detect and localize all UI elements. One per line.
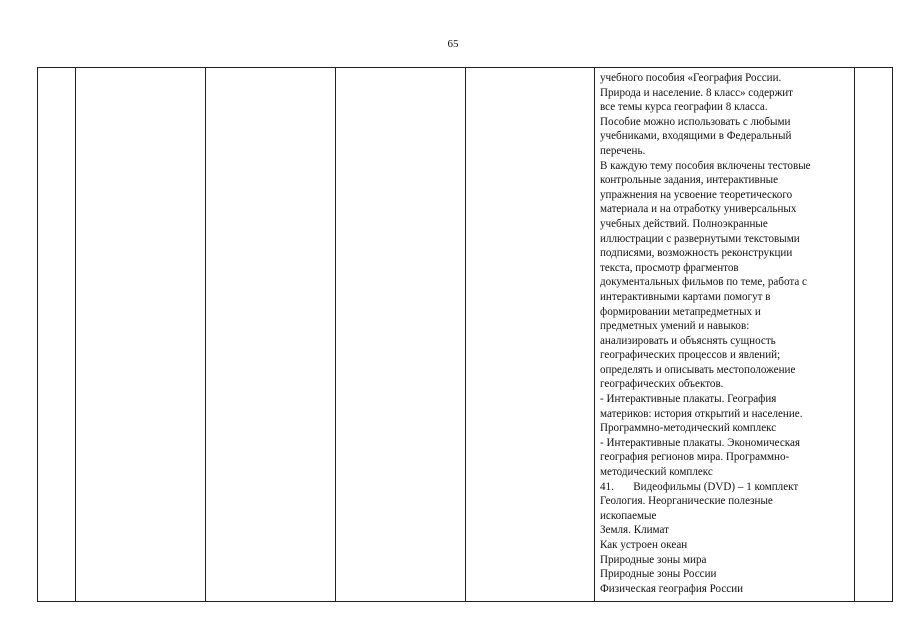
empty-cell-4 <box>336 68 466 602</box>
text-line: упражнения на усвоение теоретического <box>600 188 793 201</box>
text-line: Физическая география России <box>600 582 744 595</box>
text-line: 41. Видеофильмы (DVD) – 1 комплект <box>600 480 799 493</box>
text-line: учебниками, входящими в Федеральный <box>600 130 792 143</box>
text-line: В каждую тему пособия включены тестовые <box>600 159 811 172</box>
text-line: методический комплекс <box>600 466 713 479</box>
description-text <box>600 71 851 596</box>
text-line: все темы курса географии 8 класса. <box>600 101 768 114</box>
empty-cell-1 <box>38 68 76 602</box>
text-line: Программно-методический комплекс <box>600 422 777 435</box>
text-line: Природа и население. 8 класс» содержит <box>600 86 794 99</box>
description-cell <box>595 68 855 602</box>
text-line: Природные зоны России <box>600 568 717 581</box>
text-line: материала и на отработку универсальных <box>600 203 797 216</box>
empty-cell-3 <box>206 68 336 602</box>
text-line: перечень. <box>600 144 646 157</box>
text-line: ископаемые <box>600 509 657 522</box>
text-line: географических процессов и явлений; <box>600 349 781 362</box>
empty-cell-5 <box>466 68 595 602</box>
text-line: интерактивными картами помогут в <box>600 290 771 303</box>
text-line: текста, просмотр фрагментов <box>600 261 739 274</box>
text-line: материков: история открытий и население. <box>600 407 803 420</box>
text-line: Земля. Климат <box>600 524 669 537</box>
text-line: иллюстрации с развернутыми текстовыми <box>600 232 800 245</box>
text-line: учебного пособия «География России. <box>600 72 782 84</box>
text-line: формировании метапредметных и <box>600 305 761 318</box>
table-row <box>38 68 893 602</box>
text-line: Геология. Неорганические полезные <box>600 495 773 508</box>
text-line: определять и описывать местоположение <box>600 363 796 376</box>
text-line: предметных умений и навыков: <box>600 320 750 333</box>
text-line: Как устроен океан <box>600 539 688 551</box>
text-line: Пособие можно использовать с любыми <box>600 115 791 128</box>
text-line: Природные зоны мира <box>600 553 707 566</box>
text-line: географических объектов. <box>600 378 724 391</box>
text-line: документальных фильмов по теме, работа с <box>600 276 807 289</box>
text-line: анализировать и объяснять сущность <box>600 334 776 347</box>
text-line: - Интерактивные плакаты. География <box>600 393 777 406</box>
text-line: контрольные задания, интерактивные <box>600 174 779 187</box>
text-line: подписями, возможность реконструкции <box>600 247 793 260</box>
empty-cell-7 <box>855 68 893 602</box>
text-line: - Интерактивные плакаты. Экономическая <box>600 436 800 449</box>
text-line: учебных действий. Полноэкранные <box>600 217 768 230</box>
page-number: 65 <box>447 38 459 50</box>
text-line: география регионов мира. Программно- <box>600 451 790 464</box>
document-table <box>37 67 893 602</box>
empty-cell-2 <box>76 68 206 602</box>
